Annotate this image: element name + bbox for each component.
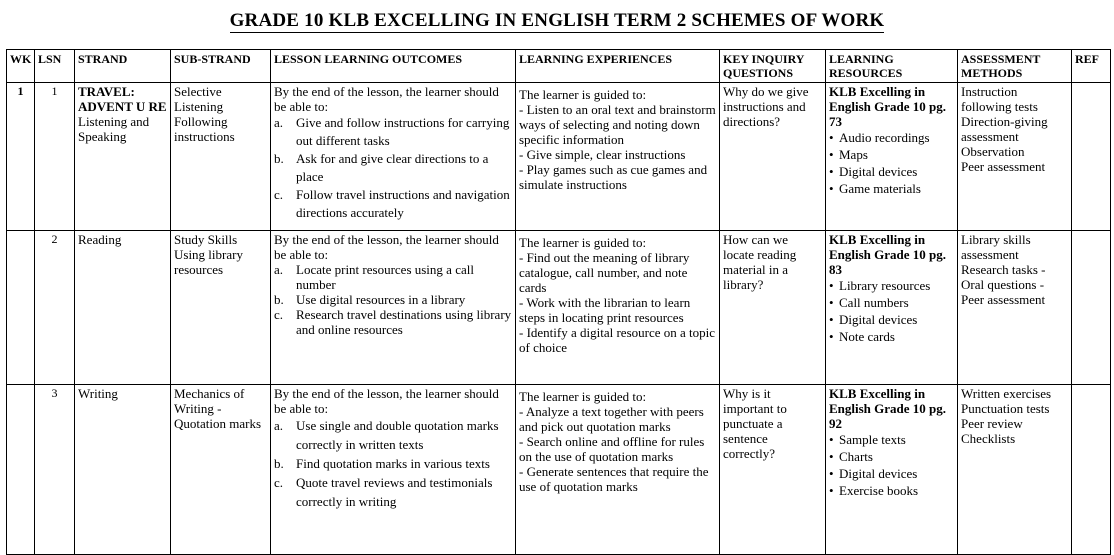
resource-item: • Audio recordings	[829, 129, 954, 146]
header-experiences: LEARNING EXPERIENCES	[516, 50, 720, 83]
experiences-intro: The learner is guided to:	[519, 87, 647, 102]
outcome-item: b. Use digital resources in a library	[274, 292, 466, 307]
outcome-item: b. Find quotation marks in various texts	[274, 456, 490, 471]
header-resources: LEARNING RESOURCES	[826, 50, 958, 83]
experiences-intro: The learner is guided to:	[519, 235, 647, 250]
question-cell: Why do we give instructions and directions?	[720, 83, 826, 231]
experience-item: - Search online and offline for rules on the use of quotation marks	[519, 434, 705, 464]
resources-cell	[826, 231, 958, 385]
resources-list	[829, 277, 954, 345]
outcomes-intro: By the end of the lesson, the learner should be able to:	[274, 232, 499, 262]
outcomes-cell	[271, 385, 516, 555]
outcome-item: c. Research travel destinations using library and online resources	[274, 307, 512, 337]
outcomes-list	[274, 114, 512, 222]
resources-list	[829, 129, 954, 197]
strand-cell	[75, 83, 171, 231]
assessment-item: Punctuation tests	[961, 401, 1050, 416]
assessment-item: Observation	[961, 144, 1025, 159]
experience-item: - Work with the librarian to learn steps in locating print resources	[519, 295, 691, 325]
lsn-cell: 1	[35, 83, 75, 231]
assessment-item: Checklists	[961, 431, 1016, 446]
header-strand: STRAND	[75, 50, 171, 83]
resources-list	[829, 431, 954, 499]
resource-item: • Maps	[829, 146, 954, 163]
experiences-intro: The learner is guided to:	[519, 389, 647, 404]
resources-title: KLB Excelling in English Grade 10 pg. 83	[829, 232, 947, 277]
assessment-cell	[958, 385, 1072, 555]
wk-cell	[7, 385, 35, 555]
table-row	[7, 231, 1111, 385]
outcomes-intro: By the end of the lesson, the learner should be able to:	[274, 84, 499, 114]
outcomes-cell	[271, 83, 516, 231]
outcome-item: a. Use single and double quotation marks correctly in written texts	[274, 418, 499, 452]
outcome-item: c. Quote travel reviews and testimonials correctly in writing	[274, 475, 493, 509]
wk-cell	[7, 231, 35, 385]
header-sub-strand: SUB-STRAND	[171, 50, 271, 83]
sub-strand-cell: Mechanics of Writing - Quotation marks	[171, 385, 271, 555]
header-ref: REF	[1072, 50, 1111, 83]
sub-strand-cell: Selective Listening Following instructions	[171, 83, 271, 231]
header-lsn: LSN	[35, 50, 75, 83]
assessment-item: Written exercises	[961, 386, 1052, 401]
ref-cell	[1072, 385, 1111, 555]
resources-title: KLB Excelling in English Grade 10 pg. 73	[829, 84, 947, 129]
wk-cell: 1	[7, 83, 35, 231]
assessment-item: Peer review	[961, 416, 1023, 431]
resource-item: • Library resources	[829, 277, 954, 294]
strand-title: TRAVEL: ADVENT U RE	[78, 84, 167, 114]
assessment-item: Instruction following tests	[961, 84, 1038, 114]
strand-sub: Listening and Speaking	[78, 114, 150, 144]
outcomes-cell	[271, 231, 516, 385]
ref-cell	[1072, 83, 1111, 231]
header-assessment: ASSESSMENT METHODS	[958, 50, 1072, 83]
document-title	[0, 10, 1114, 32]
assessment-item: Library skills assessment	[961, 232, 1031, 262]
experiences-cell	[516, 231, 720, 385]
strand-cell	[75, 231, 171, 385]
experience-item: - Listen to an oral text and brainstorm ways of selecting and noting down specific information	[519, 102, 716, 147]
resource-item: • Digital devices	[829, 465, 954, 482]
resource-item: • Digital devices	[829, 311, 954, 328]
assessment-cell	[958, 83, 1072, 231]
experience-item: - Find out the meaning of library catalogue, call number, and note cards	[519, 250, 690, 295]
assessment-item: Peer assessment	[961, 292, 1046, 307]
experience-item: - Give simple, clear instructions	[519, 147, 686, 162]
resource-item: • Digital devices	[829, 163, 954, 180]
header-questions: KEY INQUIRY QUESTIONS	[720, 50, 826, 83]
experiences-cell	[516, 83, 720, 231]
experience-item: - Analyze a text together with peers and pick out quotation marks	[519, 404, 704, 434]
strand-sub: Reading	[78, 232, 122, 247]
outcome-item: a. Locate print resources using a call number	[274, 262, 474, 292]
assessment-cell	[958, 231, 1072, 385]
table-row	[7, 83, 1111, 231]
resource-item: • Exercise books	[829, 482, 954, 499]
schemes-table	[6, 49, 1111, 555]
resource-item: • Sample texts	[829, 431, 954, 448]
sub-strand-cell: Study Skills Using library resources	[171, 231, 271, 385]
table-row	[7, 385, 1111, 555]
resources-title: KLB Excelling in English Grade 10 pg. 92	[829, 386, 947, 431]
resources-cell	[826, 385, 958, 555]
outcomes-list	[274, 416, 512, 511]
experience-item: - Play games such as cue games and simulate instructions	[519, 162, 708, 192]
assessment-item: Oral questions -	[961, 277, 1045, 292]
outcomes-intro: By the end of the lesson, the learner should be able to:	[274, 386, 499, 416]
resource-item: • Note cards	[829, 328, 954, 345]
outcome-item: c. Follow travel instructions and navigation directions accurately	[274, 187, 510, 220]
strand-sub: Writing	[78, 386, 118, 401]
resource-item: • Charts	[829, 448, 954, 465]
lsn-cell: 3	[35, 385, 75, 555]
outcome-item: a. Give and follow instructions for carrying out different tasks	[274, 115, 510, 148]
header-outcomes: LESSON LEARNING OUTCOMES	[271, 50, 516, 83]
document-title-text: GRADE 10 KLB EXCELLING IN ENGLISH TERM 2 SCHEMES OF WORK	[229, 10, 885, 31]
resources-cell	[826, 83, 958, 231]
experience-item: - Identify a digital resource on a topic of choice	[519, 325, 716, 355]
question-cell: How can we locate reading material in a library?	[720, 231, 826, 385]
strand-cell	[75, 385, 171, 555]
lsn-cell: 2	[35, 231, 75, 385]
assessment-item: Direction-giving assessment	[961, 114, 1048, 144]
header-wk: WK	[7, 50, 35, 83]
ref-cell	[1072, 231, 1111, 385]
question-cell: Why is it important to punctuate a sentence correctly?	[720, 385, 826, 555]
resource-item: • Game materials	[829, 180, 954, 197]
header-row	[7, 50, 1111, 83]
assessment-item: Research tasks -	[961, 262, 1046, 277]
outcomes-list	[274, 262, 512, 337]
experience-item: - Generate sentences that require the use of quotation marks	[519, 464, 709, 494]
experiences-cell	[516, 385, 720, 555]
outcome-item: b. Ask for and give clear directions to a place	[274, 151, 489, 184]
resource-item: • Call numbers	[829, 294, 954, 311]
assessment-item: Peer assessment	[961, 159, 1046, 174]
